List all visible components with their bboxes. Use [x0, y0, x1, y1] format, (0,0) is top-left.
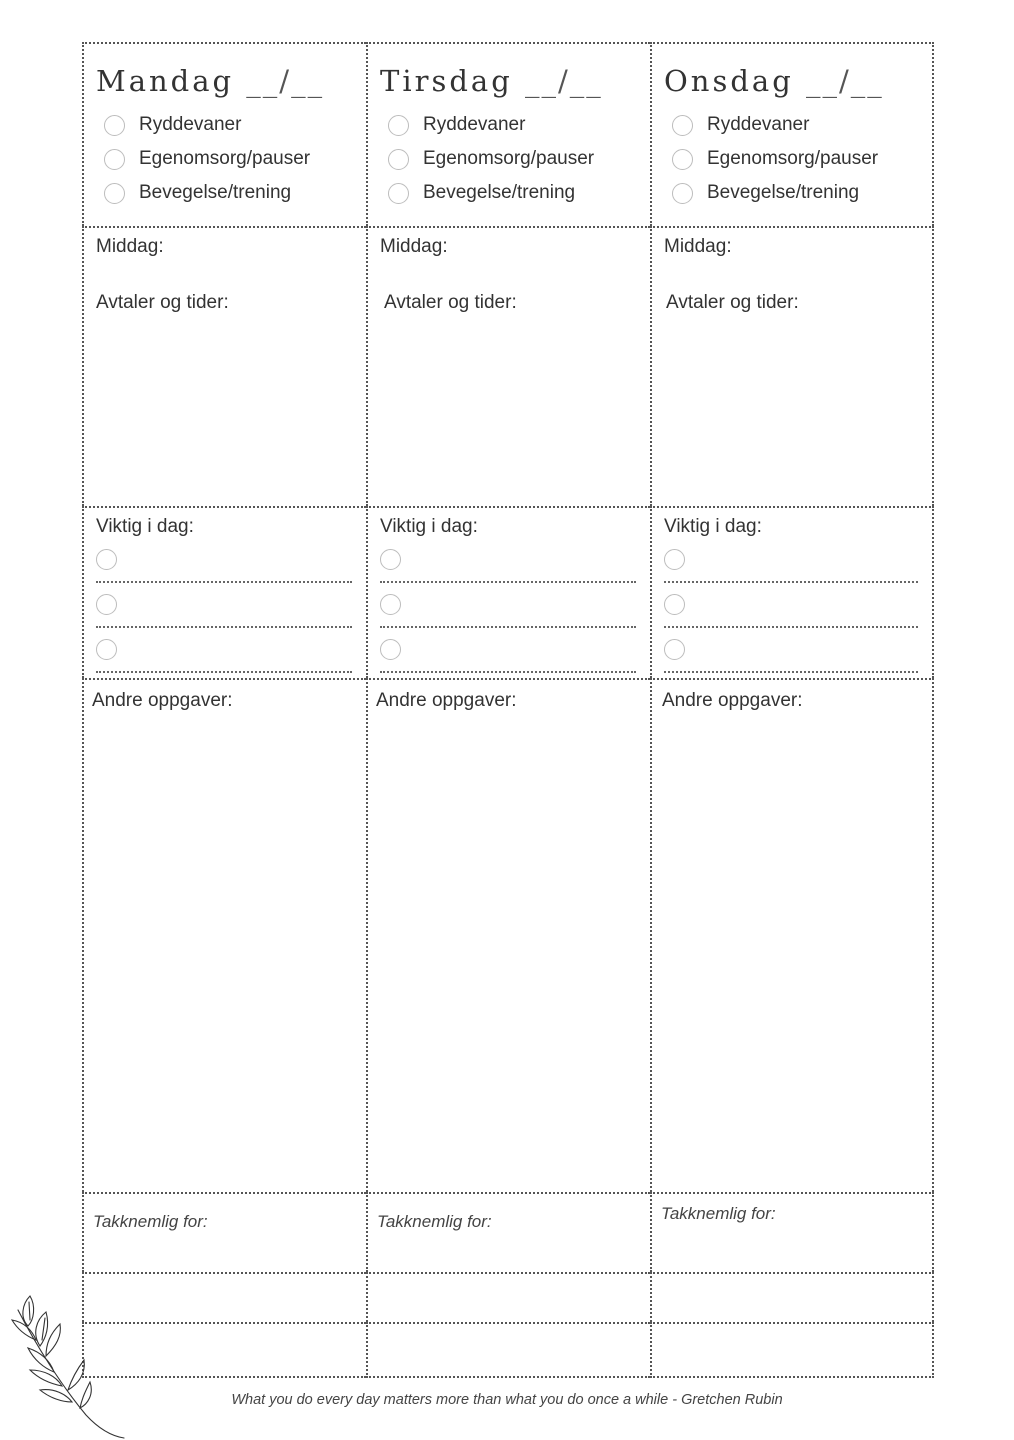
- middag-avtaler-section[interactable]: [366, 226, 650, 506]
- andre-oppgaver-section[interactable]: [366, 678, 650, 1192]
- takknemlig-label: Takknemlig for:: [377, 1212, 492, 1231]
- day-title: [380, 64, 638, 98]
- day-name: Onsdag: [664, 64, 794, 98]
- date-placeholder[interactable]: __/__: [805, 64, 884, 98]
- day-header-mandag: [82, 42, 366, 226]
- task-line[interactable]: [664, 583, 918, 628]
- viktig-label: Viktig i dag:: [664, 516, 762, 537]
- habit-item[interactable]: [672, 142, 920, 176]
- circle-checkbox-icon[interactable]: [672, 115, 693, 136]
- circle-checkbox-icon[interactable]: [380, 639, 401, 660]
- habit-item[interactable]: [104, 176, 354, 210]
- day-title: [664, 64, 920, 98]
- task-line[interactable]: [96, 538, 352, 583]
- day-name: Mandag: [96, 64, 235, 98]
- circle-checkbox-icon[interactable]: [664, 639, 685, 660]
- habit-item[interactable]: [388, 108, 638, 142]
- day-title: [96, 64, 354, 98]
- date-placeholder[interactable]: __/__: [525, 64, 603, 98]
- habit-label: Egenomsorg/pauser: [423, 148, 595, 169]
- day-header-tirsdag: [366, 42, 650, 226]
- habit-label: Bevegelse/trening: [707, 182, 860, 203]
- takknemlig-line[interactable]: [366, 1272, 650, 1322]
- habit-label: Egenomsorg/pauser: [707, 148, 879, 169]
- task-line[interactable]: [664, 628, 918, 673]
- circle-checkbox-icon[interactable]: [104, 149, 125, 170]
- day-header-onsdag: [650, 42, 934, 226]
- takknemlig-section[interactable]: [366, 1192, 650, 1272]
- takknemlig-label: Takknemlig for:: [93, 1212, 208, 1231]
- middag-label: Middag:: [96, 236, 164, 257]
- middag-avtaler-section[interactable]: [82, 226, 366, 506]
- andre-oppgaver-label: Andre oppgaver:: [92, 690, 233, 711]
- habit-item[interactable]: [104, 108, 354, 142]
- viktig-label: Viktig i dag:: [96, 516, 194, 537]
- habit-item[interactable]: [104, 142, 354, 176]
- middag-label: Middag:: [380, 236, 448, 257]
- circle-checkbox-icon[interactable]: [380, 549, 401, 570]
- habit-item[interactable]: [672, 108, 920, 142]
- circle-checkbox-icon[interactable]: [664, 549, 685, 570]
- takknemlig-line[interactable]: [650, 1322, 934, 1378]
- habit-label: Ryddevaner: [707, 114, 810, 135]
- viktig-section: [82, 506, 366, 678]
- circle-checkbox-icon[interactable]: [664, 594, 685, 615]
- habit-item[interactable]: [388, 142, 638, 176]
- takknemlig-line[interactable]: [650, 1272, 934, 1322]
- circle-checkbox-icon[interactable]: [388, 115, 409, 136]
- day-name: Tirsdag: [380, 64, 513, 98]
- habit-item[interactable]: [672, 176, 920, 210]
- task-line[interactable]: [380, 583, 636, 628]
- circle-checkbox-icon[interactable]: [96, 549, 117, 570]
- andre-oppgaver-label: Andre oppgaver:: [662, 690, 803, 711]
- avtaler-label: Avtaler og tider:: [96, 292, 229, 313]
- habit-label: Ryddevaner: [423, 114, 526, 135]
- leaf-branch-icon: [6, 1290, 126, 1440]
- habit-label: Bevegelse/trening: [139, 182, 292, 203]
- habit-list: [104, 108, 354, 210]
- takknemlig-line[interactable]: [366, 1322, 650, 1378]
- circle-checkbox-icon[interactable]: [388, 149, 409, 170]
- circle-checkbox-icon[interactable]: [672, 183, 693, 204]
- task-line[interactable]: [664, 538, 918, 583]
- viktig-label: Viktig i dag:: [380, 516, 478, 537]
- avtaler-label: Avtaler og tider:: [666, 292, 799, 313]
- andre-oppgaver-section[interactable]: [650, 678, 934, 1192]
- viktig-section: [650, 506, 934, 678]
- habit-label: Ryddevaner: [139, 114, 242, 135]
- habit-label: Egenomsorg/pauser: [139, 148, 311, 169]
- task-line[interactable]: [380, 628, 636, 673]
- date-placeholder[interactable]: __/__: [246, 64, 325, 98]
- task-line[interactable]: [96, 628, 352, 673]
- circle-checkbox-icon[interactable]: [388, 183, 409, 204]
- habit-label: Bevegelse/trening: [423, 182, 576, 203]
- avtaler-label: Avtaler og tider:: [384, 292, 517, 313]
- circle-checkbox-icon[interactable]: [96, 639, 117, 660]
- middag-label: Middag:: [664, 236, 732, 257]
- habit-list: [388, 108, 638, 210]
- habit-item[interactable]: [388, 176, 638, 210]
- habit-list: [672, 108, 920, 210]
- takknemlig-section[interactable]: [650, 1192, 934, 1272]
- footer-quote: What you do every day matters more than what you do once a while - Gretchen Rubin: [231, 1392, 783, 1408]
- viktig-section: [366, 506, 650, 678]
- takknemlig-section[interactable]: [82, 1192, 366, 1272]
- takknemlig-label: Takknemlig for:: [661, 1204, 776, 1223]
- circle-checkbox-icon[interactable]: [104, 183, 125, 204]
- circle-checkbox-icon[interactable]: [672, 149, 693, 170]
- circle-checkbox-icon[interactable]: [96, 594, 117, 615]
- weekly-planner: [82, 42, 934, 1378]
- circle-checkbox-icon[interactable]: [104, 115, 125, 136]
- middag-avtaler-section[interactable]: [650, 226, 934, 506]
- task-line[interactable]: [380, 538, 636, 583]
- andre-oppgaver-label: Andre oppgaver:: [376, 690, 517, 711]
- andre-oppgaver-section[interactable]: [82, 678, 366, 1192]
- task-line[interactable]: [96, 583, 352, 628]
- circle-checkbox-icon[interactable]: [380, 594, 401, 615]
